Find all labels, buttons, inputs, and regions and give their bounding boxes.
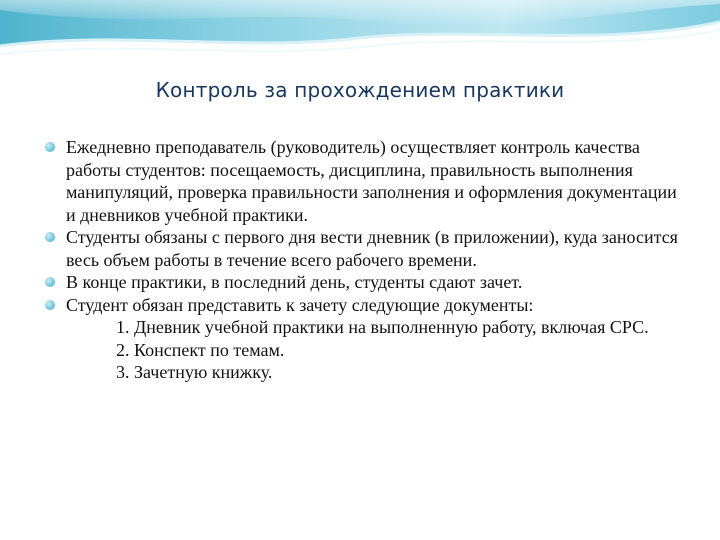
decorative-wave-banner — [0, 0, 720, 62]
slide-title: Контроль за прохождением практики — [155, 78, 565, 102]
bullet-item-4 — [44, 294, 684, 384]
document-text-3: 3. Зачетную книжку. — [116, 362, 273, 382]
document-text-2: 2. Конспект по темам. — [116, 339, 285, 360]
bullet-text-3: В конце практики, в последний день, студенты сдают зачет. — [66, 272, 523, 292]
bullet-list — [44, 136, 684, 384]
bullet-text-2: Студенты обязаны с первого дня вести дневник (в приложении), куда заносится весь объем работы в течение всего рабочего времени. — [66, 227, 678, 270]
bullet-dot-icon — [45, 300, 55, 310]
bullet-item-1 — [44, 136, 684, 226]
bullet-item-2 — [44, 226, 684, 271]
bullet-text-4: Студент обязан представить к зачету следующие документы: — [66, 294, 534, 315]
document-item-3 — [116, 361, 684, 384]
bullet-item-3 — [44, 271, 684, 294]
documents-list — [66, 316, 684, 384]
document-item-2 — [116, 339, 684, 362]
document-item-1 — [116, 316, 684, 339]
document-text-1: 1. Дневник учебной практики на выполненную работу, включая СРС. — [116, 317, 649, 337]
bullet-dot-icon — [45, 277, 55, 287]
bullet-dot-icon — [45, 232, 55, 242]
bullet-text-1: Ежедневно преподаватель (руководитель) осуществляет контроль качества работы студентов: посещаемость, дисциплина, правильность выполнения манипуляций, проверка правильности заполнения и оформления документации и дневников учебной практики. — [66, 137, 677, 225]
bullet-dot-icon — [45, 142, 55, 152]
